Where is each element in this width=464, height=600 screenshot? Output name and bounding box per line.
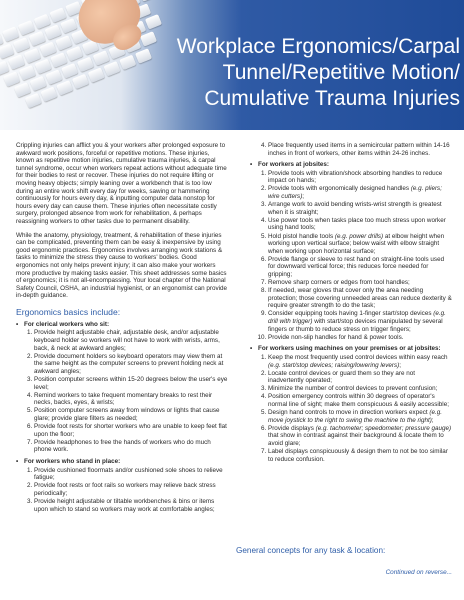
list-item: 3. Minimize the number of control devices to prevent confusion; (268, 385, 452, 393)
intro-paragraph: Crippling injuries can afflict you & your workers after prolonged exposure to awkward work positions, forceful or repetitive motions. These injuries, known as repetitive motion injuries, cumulative trauma injuries, & carpal tunnel syndrome, occur when workers repeat actions without adequate time for their bodies to rest or recover. These injuries do not require lifting or moving heavy objects; simply leaning over a workbench that is too low during an entire work shift every day for weeks, sawing or hammering continuously for hours every day, & inputting computer data nonstop for hours every day can cause them. These injuries often necessitate costly surgery, prolonged absence from work for rehabilitation, & perhaps reassigning workers to other tasks due to permanent disability. (16, 142, 227, 225)
intro-paragraph: While the anatomy, physiology, treatment, & rehabilitation of these injuries can be complicated, preventing them can be easy & inexpensive by using good ergonomic practices. Ergonomics involves arranging work stations & tasks to minimize the stress they cause to workers' bodies. Good ergonomics not only helps prevent injury; it can also make your workers more productive by making tasks easier. This sheet addresses some basics of ergonomics; it is not all-encompassing. Your local chapter of the National Safety Council, OSHA, an industrial hygienist, or an ergonomist can provide in-depth guidance. (16, 231, 228, 300)
clerical-list (16, 329, 228, 454)
list-item: 4. Position emergency controls within 30 degrees of operator's normal line of sight; make them conspicuous & easily accessible; (268, 393, 452, 408)
list-item: 2. Provide foot rests or foot rails so workers may relieve back stress periodically; (34, 482, 228, 497)
list-item (268, 185, 452, 200)
list-item-example: (e.g. start/stop devices; raising/lowering levers) (268, 361, 400, 369)
list-item: 4. Remind workers to take frequent momentary breaks to rest their necks, backs, eyes, & wrists; (34, 392, 228, 407)
list-item (268, 425, 452, 448)
list-item: 2. Provide document holders so keyboard operators may view them at the same height as the computer screens to prevent holding neck at awkward angles; (34, 353, 228, 376)
list-item: 6. Provide flange or sleeve to rest hand on straight-line tools used for downward vertical force; this reduces force needed for gripping; (268, 256, 452, 279)
list-item (268, 409, 452, 424)
list-item: 2. Locate control devices or guard them so they are not inadvertently operated; (268, 370, 452, 385)
list-item: 7. Label displays conspicuously & design them to not be too similar to reduce confusion. (268, 448, 452, 463)
list-item (268, 233, 452, 256)
list-item-example: (e.g. tachometer; speedometer; pressure gauge) (315, 424, 452, 432)
list-item: 10. Provide non-slip handles for hand & power tools. (268, 334, 452, 342)
list-item-text: ; (302, 193, 305, 201)
continued-note: Continued on reverse... (385, 569, 452, 576)
list-item: 3. Provide height adjustable or tiltable workbenches & bins or items upon which to stand so workers may work at comfortable angles; (34, 498, 228, 513)
list-item-text: ; (431, 416, 434, 424)
list-item: 6. Provide foot rests for shorter workers who are unable to keep feet flat upon the floor; (34, 423, 228, 438)
list-item: 3. Arrange work to avoid bending wrists-wrist strength is greatest when it is straight; (268, 201, 452, 216)
machines-list (250, 354, 452, 463)
page-title: Workplace Ergonomics/Carpal Tunnel/Repetitive Motion/ Cumulative Trauma Injuries (176, 35, 460, 110)
list-item-text: ; (399, 361, 401, 369)
jobsites-heading: • For workers at jobsites: (250, 161, 452, 169)
list-item: 4. Use power tools when tasks place too much stress upon worker using hand tools; (268, 217, 452, 232)
list-item (268, 354, 452, 369)
list-item: 3. Position computer screens within 15-20 degrees below the user's eye level; (34, 376, 228, 391)
list-item: 7. Remove sharp corners or edges from tool handles; (268, 279, 452, 287)
list-item-text: Provide displays (268, 424, 316, 432)
machines-heading: • For workers using machines on your premises or at jobsites: (250, 345, 452, 353)
basics-title: Ergonomics basics include: (16, 306, 121, 317)
standing-heading: • For workers who stand in place: (16, 458, 228, 466)
list-item-text: Keep the most frequently used control devices within easy reach (268, 353, 448, 361)
list-item-example: (e.g. power drills) (334, 232, 384, 240)
left-column (16, 142, 228, 515)
list-item-text: Design hand controls to move in direction workers expect (268, 409, 430, 417)
list-item-text: Hold pistol handle tools (268, 232, 335, 240)
standing-list (16, 467, 228, 514)
right-column (250, 142, 452, 465)
list-item-text: Provide tools with ergonomically designed handles (268, 185, 411, 193)
list-item: 1. Provide height adjustable chair, adjustable desk, and/or adjustable keyboard holder so workers will not have to work with wrists, arms, back, & neck at awkward angles; (34, 329, 228, 352)
list-item-text: with start/stop devices manipulated by several fingers or thumb to reduce stress on trigger fingers; (268, 318, 443, 333)
list-item (268, 310, 452, 333)
list-item: 1. Provide cushioned floormats and/or cushioned sole shoes to relieve fatigue; (34, 467, 228, 482)
list-item-text: Consider equipping tools having 1-finger start/stop devices (268, 310, 434, 318)
standing-list-continued (250, 142, 452, 157)
list-item: 5. Position computer screens away from windows or lights that cause glare; provide glare filters as needed; (34, 407, 228, 422)
jobsites-list (250, 170, 452, 342)
list-item-text: that show in contrast against their background & locate them to avoid glare; (268, 432, 444, 447)
clerical-heading: • For clerical workers who sit: (16, 321, 228, 329)
general-concepts-title: General concepts for any task & location: (236, 546, 386, 555)
list-item: 1. Provide tools with vibration/shock absorbing handles to reduce impact on hands; (268, 170, 452, 185)
list-item-example: (e.g. drill with trigger) (268, 310, 446, 326)
list-item-example: (e.g. move joystick to the right to swing the machine to the right) (268, 409, 442, 424)
list-item-example: (e.g. pliers; wire cutters) (268, 185, 442, 201)
list-item: 8. If needed, wear gloves that cover only the area needing protection; those covering unneeded areas can reduce dexterity & require greater strength to do the task; (268, 287, 452, 310)
header-banner (0, 0, 464, 130)
list-item: 4. Place frequently used items in a semicircular pattern within 14-16 inches in front of workers, other items within 24-26 inches. (268, 142, 452, 157)
list-item-text: at elbow height when working upon vertical surface; below waist with elbow straight when working upon horizontal surface; (268, 232, 445, 255)
list-item: 7. Provide headphones to free the hands of workers who do much phone work. (34, 439, 228, 454)
